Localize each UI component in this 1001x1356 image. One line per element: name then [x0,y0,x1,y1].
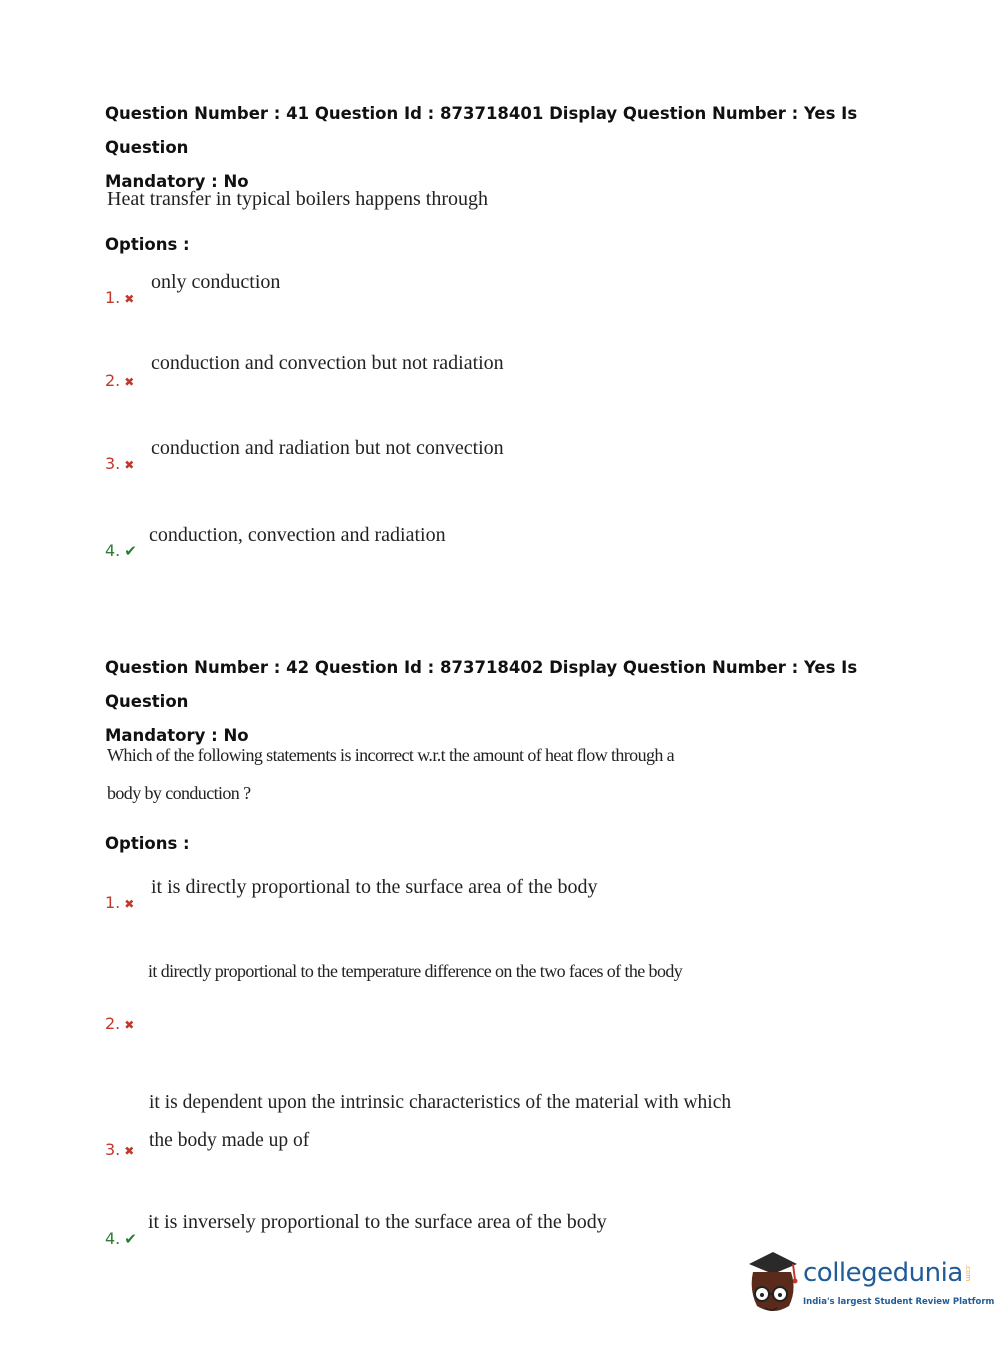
option-number: 3. ✖ [105,1140,135,1159]
option-number: 4. ✔ [105,1229,137,1248]
wrong-mark-icon: ✖ [124,292,135,306]
option-number: 1. ✖ [105,288,135,307]
option-text: it is directly proportional to the surface area of the body [151,876,598,898]
logo-suffix: .com [964,1264,972,1282]
correct-mark-icon: ✔ [124,1230,137,1248]
stem-line: Heat transfer in typical boilers happens through [107,188,488,210]
question-stem [107,180,907,218]
logo-wordmark: collegedunia [803,1258,963,1288]
option-number: 3. ✖ [105,454,135,473]
stem-line: Which of the following statements is incorrect w.r.t the amount of heat flow through a [107,745,675,765]
option-number: 1. ✖ [105,893,135,912]
option-number: 4. ✔ [105,541,137,560]
options-label: Options : [105,235,190,254]
option-number: 2. ✖ [105,1014,135,1033]
correct-mark-icon: ✔ [124,542,137,560]
wrong-mark-icon: ✖ [124,1144,135,1158]
question-header-line2: Mandatory : No [105,726,249,745]
wrong-mark-icon: ✖ [124,897,135,911]
option-text: conduction and convection but not radiation [151,352,504,374]
wrong-mark-icon: ✖ [124,458,135,472]
option-text: the body made up of [149,1130,310,1151]
options-label: Options : [105,834,190,853]
option-text: only conduction [151,271,281,293]
question-header-line2: Mandatory : No [105,172,249,191]
logo-tagline: India's largest Student Review Platform [803,1297,995,1307]
option-text: it is dependent upon the intrinsic characteristics of the material with which [149,1092,732,1113]
option-number: 2. ✖ [105,371,135,390]
question-header-line1: Question Number : 41 Question Id : 873718401 Display Question Number : Yes Is Question [105,104,858,157]
wrong-mark-icon: ✖ [124,375,135,389]
question-stem [107,736,907,812]
wrong-mark-icon: ✖ [124,1018,135,1032]
option-text: conduction, convection and radiation [149,524,446,546]
option-text: conduction and radiation but not convection [151,437,504,459]
collegedunia-logo [743,1250,995,1320]
option-text: it is inversely proportional to the surface area of the body [148,1211,607,1233]
question-header-line1: Question Number : 42 Question Id : 873718402 Display Question Number : Yes Is Question [105,658,858,711]
stem-line: body by conduction ? [107,783,251,803]
option-text: it directly proportional to the temperature difference on the two faces of the body [148,961,683,981]
mascot-icon [743,1250,803,1320]
